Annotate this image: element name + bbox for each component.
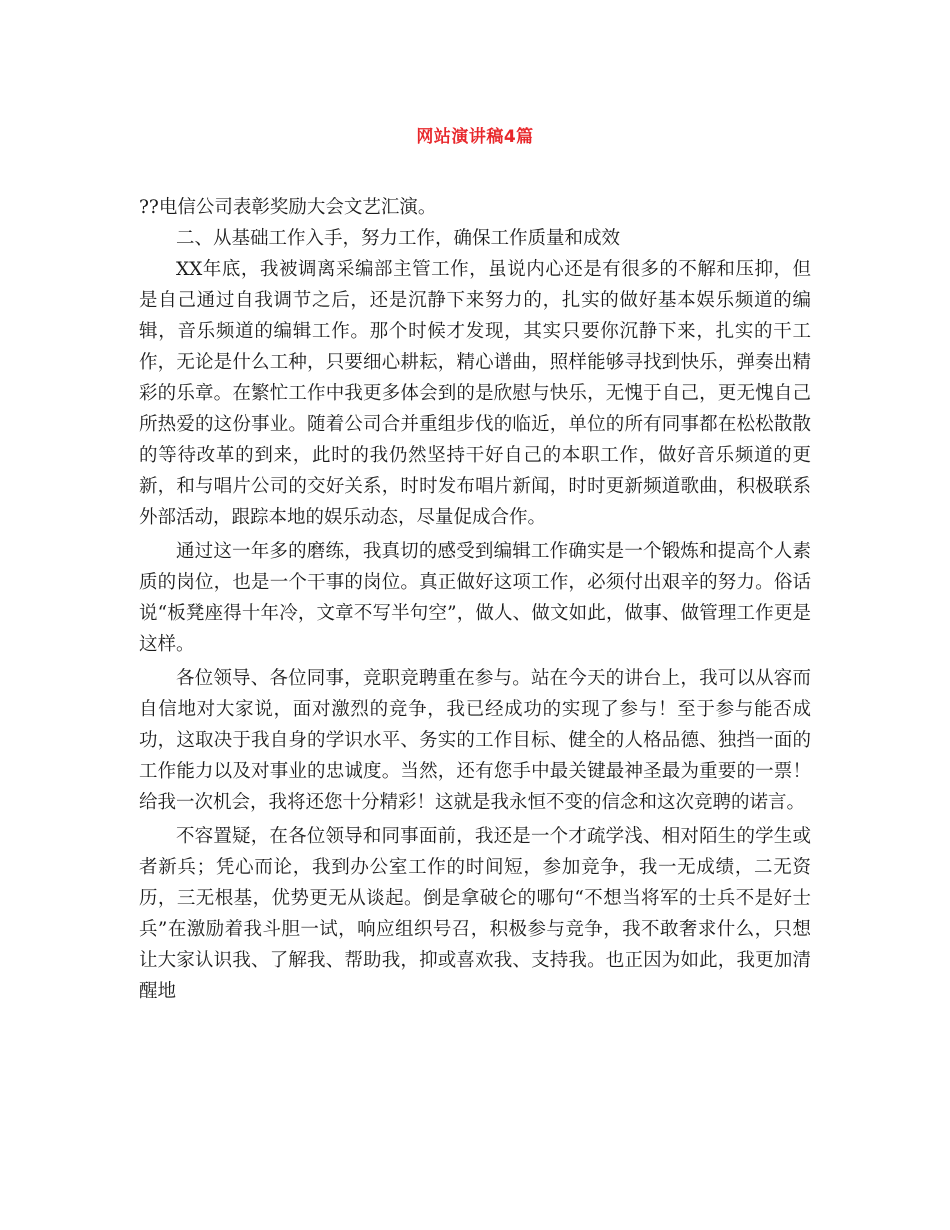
document-title: 网站演讲稿4篇 <box>416 127 534 147</box>
paragraph: 各位领导、各位同事，竞职竞聘重在参与。站在今天的讲台上，我可以从容而自信地对大家说，面对激烈的竞争，我已经成功的实现了参与！至于参与能否成功，这取决于我自身的学识水平、务实的工作目标、健全的人格品德、独挡一面的工作能力以及对事业的忠诚度。当然，还有您手中最关键最神圣最为重要的一票！给我一次机会，我将还您十分精彩！这就是我永恒不变的信念和这次竞聘的诺言。 <box>139 668 811 813</box>
paragraph: XX年底，我被调离采编部主管工作，虽说内心还是有很多的不解和压抑，但是自己通过自我调节之后，还是沉静下来努力的，扎实的做好基本娱乐频道的编辑，音乐频道的编辑工作。那个时候才发现，其实只要你沉静下来，扎实的干工作，无论是什么工种，只要细心耕耘，精心谱曲，照样能够寻找到快乐，弹奏出精彩的乐章。在繁忙工作中我更多体会到的是欣慰与快乐，无愧于自己，更无愧自己所热爱的这份事业。随着公司合并重组步伐的临近，单位的所有同事都在松松散散的等待改革的到来，此时的我仍然坚持干好自己的本职工作，做好音乐频道的更新，和与唱片公司的交好关系，时时发布唱片新闻，时时更新频道歌曲，积极联系外部活动，跟踪本地的娱乐动态，尽量促成合作。 <box>139 259 811 528</box>
paragraph: 不容置疑，在各位领导和同事面前，我还是一个才疏学浅、相对陌生的学生或者新兵；凭心而论，我到办公室工作的时间短，参加竞争，我一无成绩，二无资历，三无根基，优势更无从谈起。倒是拿破仑的哪句“不想当将军的士兵不是好士兵”在激励着我斗胆一试，响应组织号召，积极参与竞争，我不敢奢求什么，只想让大家认识我、了解我、帮助我，抑或喜欢我、支持我。也正因为如此，我更加清醒地 <box>139 826 811 1002</box>
paragraph: 通过这一年多的磨练，我真切的感受到编辑工作确实是一个锻炼和提高个人素质的岗位，也是一个干事的岗位。真正做好这项工作，必须付出艰辛的努力。俗话说“板凳座得十年冷，文章不写半句空”，做人、做文如此，做事、做管理工作更是这样。 <box>139 541 811 655</box>
paragraph: 二、从基础工作入手，努力工作，确保工作质量和成效 <box>176 228 621 249</box>
paragraph: ??电信公司表彰奖励大会文艺汇演。 <box>139 197 437 218</box>
document-body <box>139 192 811 1007</box>
